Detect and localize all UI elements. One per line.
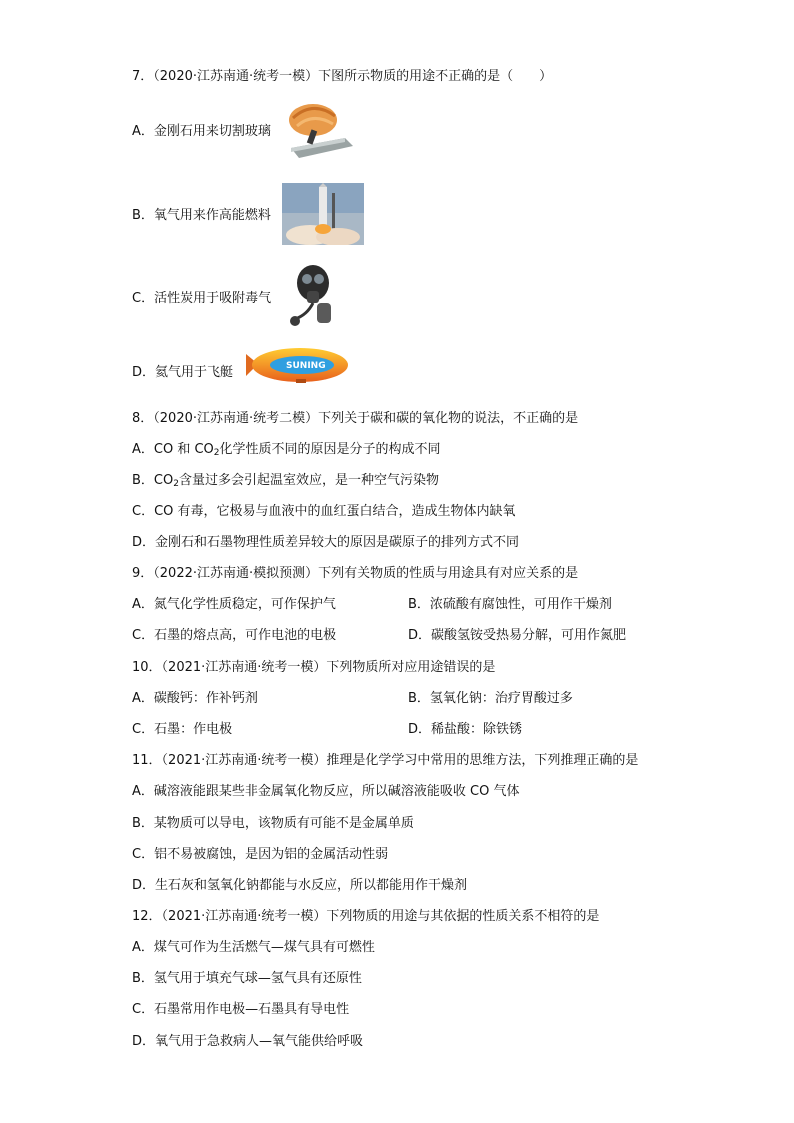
q7-option-a: A．金刚石用来切割玻璃 bbox=[132, 124, 271, 139]
q8-option-a bbox=[132, 441, 441, 462]
q9-option-c: C．石墨的熔点高，可作电池的电极 bbox=[132, 628, 337, 643]
q12-option-c: C．石墨常用作电极—石墨具有导电性 bbox=[132, 1002, 350, 1017]
q9-option-a: A．氮气化学性质稳定，可作保护气 bbox=[132, 597, 336, 612]
q12-option-a: A．煤气可作为生活燃气—煤气具有可燃性 bbox=[132, 940, 375, 955]
rocket-launch-image bbox=[282, 183, 364, 245]
q8-b-post: 含量过多会引起温室效应，是一种空气污染物 bbox=[178, 473, 439, 488]
q10-stem: 10．（2021·江苏南通·统考一模）下列物质所对应用途错误的是 bbox=[132, 660, 496, 675]
q7-option-c: C．活性炭用于吸附毒气 bbox=[132, 291, 272, 306]
q10-option-c: C．石墨：作电极 bbox=[132, 722, 233, 737]
q9-stem: 9．（2022·江苏南通·模拟预测）下列有关物质的性质与用途具有对应关系的是 bbox=[132, 566, 579, 581]
blimp-logo-text: SUNING bbox=[286, 361, 326, 371]
q8-b-subscript: 2 bbox=[173, 479, 179, 489]
q9-option-d: D．碳酸氢铵受热易分解，可用作氮肥 bbox=[408, 628, 627, 643]
q11-option-a: A．碱溶液能跟某些非金属氧化物反应，所以碱溶液能吸收 CO 气体 bbox=[132, 784, 520, 799]
q11-option-c: C．铝不易被腐蚀，是因为铝的金属活动性弱 bbox=[132, 847, 389, 862]
q12-option-b: B．氢气用于填充气球—氢气具有还原性 bbox=[132, 971, 362, 986]
q9-option-b: B．浓硫酸有腐蚀性，可用作干燥剂 bbox=[408, 597, 612, 612]
q7-option-d: D．氦气用于飞艇 bbox=[132, 365, 234, 380]
q11-stem: 11．（2021·江苏南通·统考一模）推理是化学学习中常用的思维方法，下列推理正确的是 bbox=[132, 753, 639, 768]
q10-option-d: D．稀盐酸：除铁锈 bbox=[408, 722, 523, 737]
q8-option-d: D．金刚石和石墨物理性质差异较大的原因是碳原子的排列方式不同 bbox=[132, 535, 520, 550]
gas-mask-image bbox=[287, 263, 335, 331]
q11-option-d: D．生石灰和氢氧化钠都能与水反应，所以都能用作干燥剂 bbox=[132, 878, 468, 893]
diamond-glass-cutting-image bbox=[283, 100, 355, 162]
q12-option-d: D．氧气用于急救病人—氧气能供给呼吸 bbox=[132, 1034, 364, 1049]
q8-option-c: C．CO 有毒，它极易与血液中的血红蛋白结合，造成生物体内缺氧 bbox=[132, 504, 516, 519]
q8-stem: 8．（2020·江苏南通·统考二模）下列关于碳和碳的氧化物的说法，不正确的是 bbox=[132, 411, 579, 426]
q8-a-post: 化学性质不同的原因是分子的构成不同 bbox=[219, 442, 441, 457]
q10-option-b: B．氢氧化钠：治疗胃酸过多 bbox=[408, 691, 573, 706]
q8-option-b bbox=[132, 472, 439, 493]
q7-option-b: B．氧气用来作高能燃料 bbox=[132, 208, 271, 223]
q11-option-b: B．某物质可以导电，该物质有可能不是金属单质 bbox=[132, 816, 414, 831]
q8-b-pre: B．CO bbox=[132, 473, 174, 488]
q8-a-subscript: 2 bbox=[213, 448, 220, 458]
q10-option-a: A．碳酸钙：作补钙剂 bbox=[132, 691, 258, 706]
q8-a-pre: A．CO 和 CO bbox=[132, 442, 214, 457]
q12-stem: 12．（2021·江苏南通·统考一模）下列物质的用途与其依据的性质关系不相符的是 bbox=[132, 909, 600, 924]
q7-stem: 7．（2020·江苏南通·统考一模）下图所示物质的用途不正确的是（ ） bbox=[132, 69, 553, 84]
